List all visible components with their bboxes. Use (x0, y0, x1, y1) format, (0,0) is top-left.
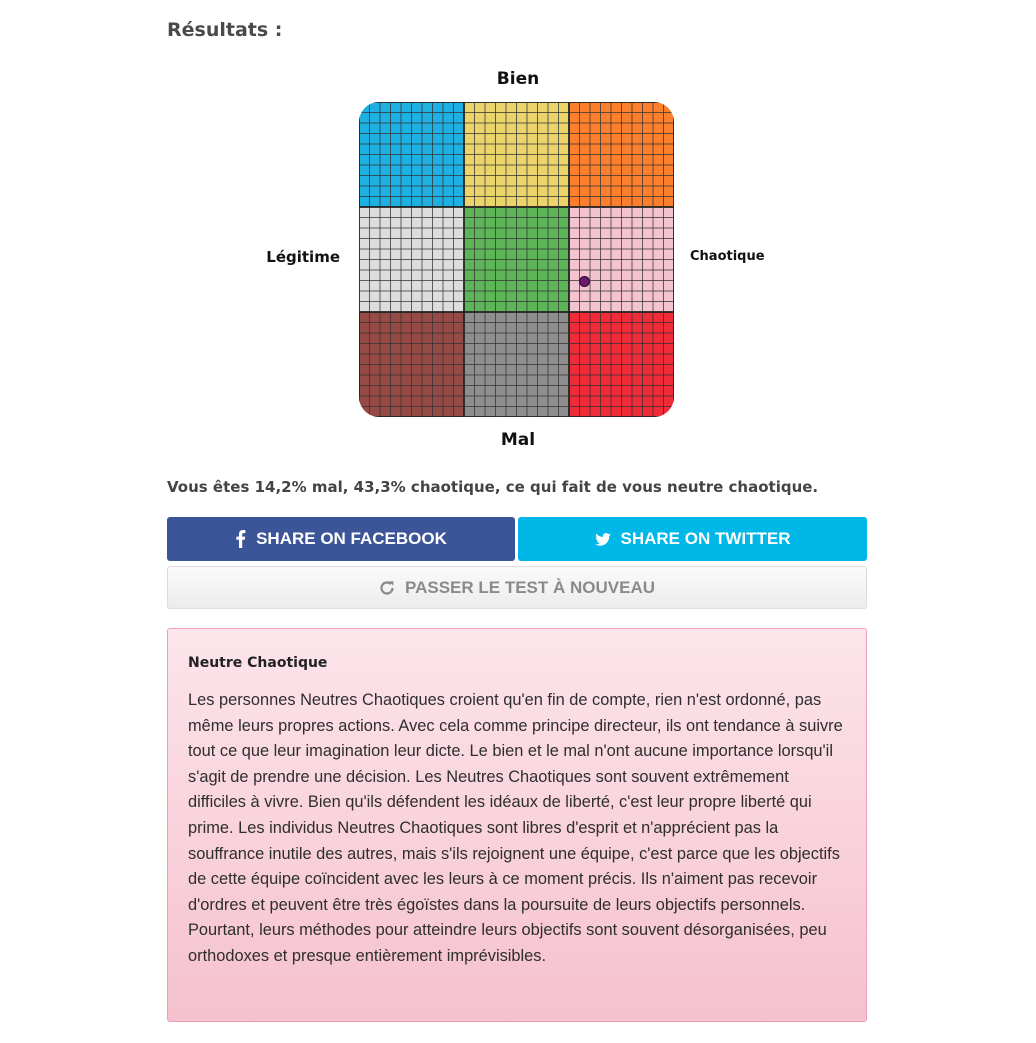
retake-test-button[interactable] (167, 566, 867, 609)
axis-label-evil: Mal (500, 430, 536, 450)
axis-label-chaotic: Chaotique (690, 249, 765, 264)
share-twitter-button[interactable] (518, 517, 867, 561)
alignment-chart (0, 0, 1036, 470)
facebook-icon (235, 530, 246, 548)
retake-test-label: PASSER LE TEST À NOUVEAU (405, 577, 655, 597)
grid-lines (359, 102, 674, 417)
twitter-icon (595, 533, 611, 546)
axis-label-good: Bien (496, 69, 540, 89)
alignment-description (167, 628, 867, 1022)
share-facebook-label: SHARE ON FACEBOOK (256, 529, 447, 548)
alignment-grid (359, 102, 674, 417)
result-summary: Vous êtes 14,2% mal, 43,3% chaotique, ce qui fait de vous neutre chaotique. (167, 478, 819, 496)
axis-label-lawful: Légitime (266, 248, 340, 266)
results-heading: Résultats : (167, 19, 283, 41)
share-facebook-button[interactable] (167, 517, 515, 561)
description-title: Neutre Chaotique (188, 655, 328, 671)
refresh-icon (379, 580, 395, 596)
description-body: Les personnes Neutres Chaotiques croient qu'en fin de compte, rien n'est ordonné, pas même leurs propres actions. Avec cela comme principe directeur, ils ont tendance à suivre tout ce que leur imagination leur dicte. Le bien et le mal n'ont aucune importance lorsqu'il s'agit de prendre une décision. Les Neutres Chaotiques sont souvent extrêmement difficiles à vivre. Bien qu'ils défendent les idéaux de liberté, c'est leur propre liberté qui prime. Les individus Neutres Chaotiques sont libres d'esprit et n'apprécient pas la souffrance inutile des autres, mais s'ils rejoignent une équipe, c'est parce que les objectifs de cette équipe coïncident avec les leurs à ce moment précis. Ils n'aiment pas recevoir d'ordres et peuvent être très égoïstes dans la poursuite de leurs objectifs personnels. Pourtant, leurs méthodes pour atteindre leurs objectifs sont souvent désorganisées, peu orthodoxes et presque entièrement imprévisibles. (188, 691, 843, 965)
share-twitter-label: SHARE ON TWITTER (620, 529, 791, 548)
